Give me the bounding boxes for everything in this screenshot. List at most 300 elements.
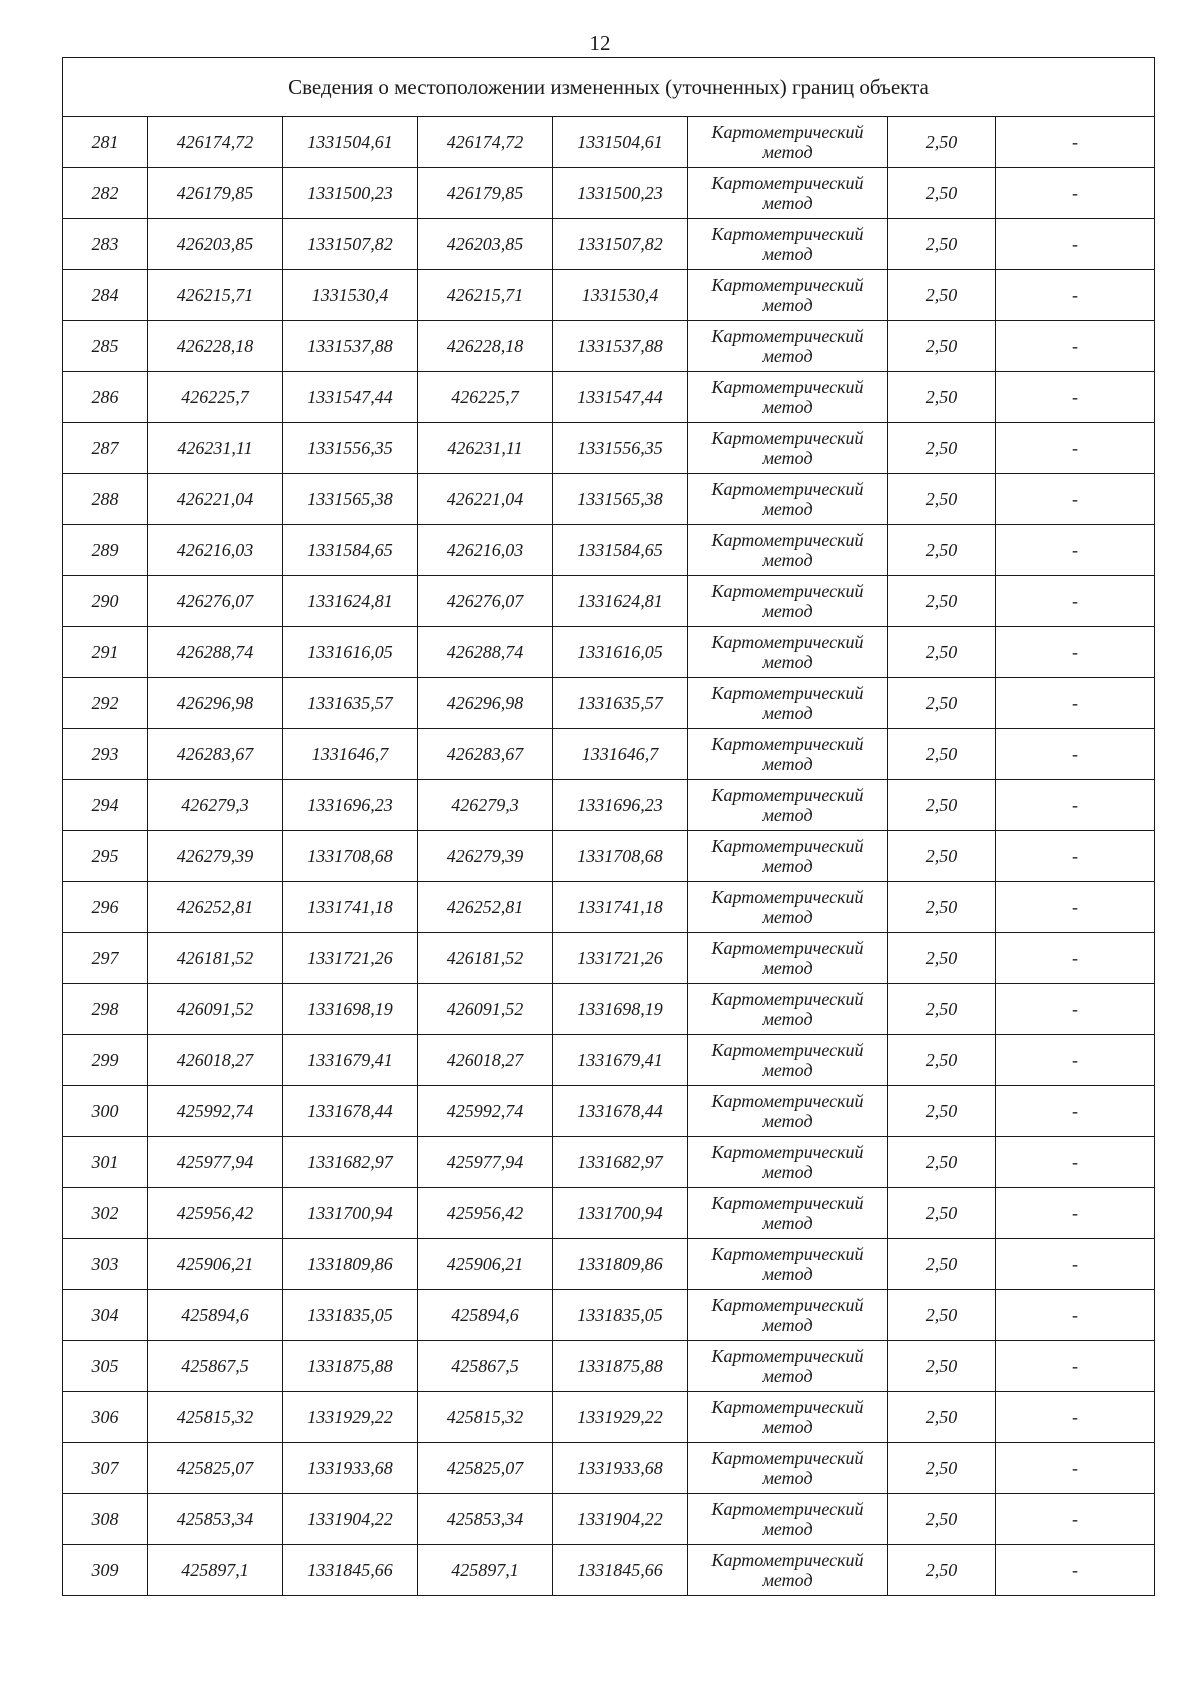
refined-y-cell: 1331696,23 (553, 780, 688, 831)
existing-y-cell: 1331565,38 (283, 474, 418, 525)
refined-x-cell: 426283,67 (418, 729, 553, 780)
accuracy-cell: 2,50 (888, 1086, 996, 1137)
method-line-1: Картометрический (711, 989, 864, 1009)
refined-x-cell: 426216,03 (418, 525, 553, 576)
accuracy-cell: 2,50 (888, 678, 996, 729)
method-line-2: метод (762, 805, 813, 825)
point-number-cell: 287 (63, 423, 148, 474)
refined-x-cell: 426091,52 (418, 984, 553, 1035)
method-line-1: Картометрический (711, 1244, 864, 1264)
note-cell: - (996, 1137, 1155, 1188)
existing-x-cell: 426228,18 (148, 321, 283, 372)
point-number-cell: 288 (63, 474, 148, 525)
table-row (63, 627, 1155, 678)
point-number-cell: 294 (63, 780, 148, 831)
existing-x-cell: 425825,07 (148, 1443, 283, 1494)
method-line-1: Картометрический (711, 1040, 864, 1060)
table-row (63, 1392, 1155, 1443)
note-cell: - (996, 525, 1155, 576)
existing-y-cell: 1331741,18 (283, 882, 418, 933)
point-number-cell: 285 (63, 321, 148, 372)
method-line-1: Картометрический (711, 1295, 864, 1315)
method-cell (688, 1086, 888, 1137)
point-number-cell: 308 (63, 1494, 148, 1545)
point-number-cell: 281 (63, 117, 148, 168)
table-row (63, 882, 1155, 933)
existing-x-cell: 426296,98 (148, 678, 283, 729)
method-cell (688, 1341, 888, 1392)
method-line-1: Картометрический (711, 581, 864, 601)
refined-y-cell: 1331679,41 (553, 1035, 688, 1086)
method-cell (688, 117, 888, 168)
refined-y-cell: 1331835,05 (553, 1290, 688, 1341)
method-line-1: Картометрический (711, 734, 864, 754)
note-cell: - (996, 780, 1155, 831)
existing-y-cell: 1331904,22 (283, 1494, 418, 1545)
existing-x-cell: 426221,04 (148, 474, 283, 525)
note-cell: - (996, 1086, 1155, 1137)
existing-y-cell: 1331698,19 (283, 984, 418, 1035)
table-row (63, 1443, 1155, 1494)
note-cell: - (996, 423, 1155, 474)
accuracy-cell: 2,50 (888, 423, 996, 474)
note-cell: - (996, 1188, 1155, 1239)
accuracy-cell: 2,50 (888, 882, 996, 933)
method-line-2: метод (762, 1417, 813, 1437)
accuracy-cell: 2,50 (888, 1290, 996, 1341)
method-cell (688, 576, 888, 627)
refined-x-cell: 425825,07 (418, 1443, 553, 1494)
method-cell (688, 1494, 888, 1545)
method-cell (688, 1035, 888, 1086)
point-number-cell: 283 (63, 219, 148, 270)
refined-y-cell: 1331875,88 (553, 1341, 688, 1392)
point-number-cell: 291 (63, 627, 148, 678)
refined-x-cell: 426252,81 (418, 882, 553, 933)
method-cell (688, 270, 888, 321)
point-number-cell: 306 (63, 1392, 148, 1443)
note-cell: - (996, 270, 1155, 321)
accuracy-cell: 2,50 (888, 270, 996, 321)
accuracy-cell: 2,50 (888, 1392, 996, 1443)
method-line-1: Картометрический (711, 1550, 864, 1570)
note-cell: - (996, 321, 1155, 372)
existing-y-cell: 1331875,88 (283, 1341, 418, 1392)
point-number-cell: 286 (63, 372, 148, 423)
method-line-2: метод (762, 448, 813, 468)
accuracy-cell: 2,50 (888, 1494, 996, 1545)
point-number-cell: 295 (63, 831, 148, 882)
refined-x-cell: 425815,32 (418, 1392, 553, 1443)
method-cell (688, 984, 888, 1035)
refined-x-cell: 426203,85 (418, 219, 553, 270)
table-row (63, 678, 1155, 729)
method-cell (688, 525, 888, 576)
refined-y-cell: 1331698,19 (553, 984, 688, 1035)
note-cell: - (996, 882, 1155, 933)
refined-y-cell: 1331809,86 (553, 1239, 688, 1290)
refined-x-cell: 426179,85 (418, 168, 553, 219)
refined-y-cell: 1331500,23 (553, 168, 688, 219)
accuracy-cell: 2,50 (888, 1137, 996, 1188)
method-line-2: метод (762, 295, 813, 315)
method-line-2: метод (762, 397, 813, 417)
accuracy-cell: 2,50 (888, 372, 996, 423)
table-row (63, 1239, 1155, 1290)
existing-x-cell: 426279,39 (148, 831, 283, 882)
method-line-1: Картометрический (711, 887, 864, 907)
method-cell (688, 1443, 888, 1494)
existing-x-cell: 426225,7 (148, 372, 283, 423)
method-cell (688, 831, 888, 882)
point-number-cell: 297 (63, 933, 148, 984)
table-row (63, 321, 1155, 372)
point-number-cell: 289 (63, 525, 148, 576)
refined-x-cell: 426221,04 (418, 474, 553, 525)
method-line-1: Картометрический (711, 938, 864, 958)
method-cell (688, 1188, 888, 1239)
existing-x-cell: 425894,6 (148, 1290, 283, 1341)
table-row (63, 270, 1155, 321)
existing-x-cell: 426216,03 (148, 525, 283, 576)
method-line-1: Картометрический (711, 224, 864, 244)
method-line-2: метод (762, 1468, 813, 1488)
existing-x-cell: 426276,07 (148, 576, 283, 627)
accuracy-cell: 2,50 (888, 168, 996, 219)
method-cell (688, 1545, 888, 1596)
method-line-2: метод (762, 193, 813, 213)
method-line-1: Картометрический (711, 1397, 864, 1417)
refined-x-cell: 426018,27 (418, 1035, 553, 1086)
table-row (63, 117, 1155, 168)
table-row (63, 1545, 1155, 1596)
existing-x-cell: 426018,27 (148, 1035, 283, 1086)
method-cell (688, 627, 888, 678)
method-cell (688, 1290, 888, 1341)
method-line-1: Картометрический (711, 1346, 864, 1366)
existing-x-cell: 425956,42 (148, 1188, 283, 1239)
existing-y-cell: 1331682,97 (283, 1137, 418, 1188)
method-cell (688, 321, 888, 372)
existing-y-cell: 1331556,35 (283, 423, 418, 474)
point-number-cell: 307 (63, 1443, 148, 1494)
existing-y-cell: 1331845,66 (283, 1545, 418, 1596)
table-row (63, 831, 1155, 882)
table-row (63, 168, 1155, 219)
refined-y-cell: 1331933,68 (553, 1443, 688, 1494)
method-cell (688, 168, 888, 219)
note-cell: - (996, 1239, 1155, 1290)
method-cell (688, 474, 888, 525)
existing-y-cell: 1331809,86 (283, 1239, 418, 1290)
table-row (63, 525, 1155, 576)
existing-y-cell: 1331507,82 (283, 219, 418, 270)
method-line-2: метод (762, 499, 813, 519)
table-row (63, 1494, 1155, 1545)
page-number: 12 (589, 31, 611, 55)
existing-x-cell: 426179,85 (148, 168, 283, 219)
method-cell (688, 1392, 888, 1443)
refined-x-cell: 426296,98 (418, 678, 553, 729)
table-row (63, 372, 1155, 423)
refined-x-cell: 425894,6 (418, 1290, 553, 1341)
method-cell (688, 933, 888, 984)
accuracy-cell: 2,50 (888, 1035, 996, 1086)
method-line-2: метод (762, 1264, 813, 1284)
existing-y-cell: 1331933,68 (283, 1443, 418, 1494)
accuracy-cell: 2,50 (888, 219, 996, 270)
existing-y-cell: 1331500,23 (283, 168, 418, 219)
existing-y-cell: 1331530,4 (283, 270, 418, 321)
method-cell (688, 1239, 888, 1290)
method-line-2: метод (762, 244, 813, 264)
method-line-2: метод (762, 1366, 813, 1386)
method-line-2: метод (762, 703, 813, 723)
existing-y-cell: 1331721,26 (283, 933, 418, 984)
note-cell: - (996, 678, 1155, 729)
method-cell (688, 678, 888, 729)
table-row (63, 219, 1155, 270)
existing-y-cell: 1331679,41 (283, 1035, 418, 1086)
refined-y-cell: 1331507,82 (553, 219, 688, 270)
existing-x-cell: 426283,67 (148, 729, 283, 780)
method-cell (688, 372, 888, 423)
note-cell: - (996, 372, 1155, 423)
refined-y-cell: 1331721,26 (553, 933, 688, 984)
method-line-1: Картометрический (711, 530, 864, 550)
point-number-cell: 305 (63, 1341, 148, 1392)
refined-x-cell: 425992,74 (418, 1086, 553, 1137)
existing-x-cell: 426279,3 (148, 780, 283, 831)
refined-y-cell: 1331547,44 (553, 372, 688, 423)
refined-y-cell: 1331700,94 (553, 1188, 688, 1239)
refined-x-cell: 426225,7 (418, 372, 553, 423)
refined-y-cell: 1331584,65 (553, 525, 688, 576)
note-cell: - (996, 1545, 1155, 1596)
note-cell: - (996, 1443, 1155, 1494)
accuracy-cell: 2,50 (888, 984, 996, 1035)
method-line-2: метод (762, 1162, 813, 1182)
method-line-1: Картометрический (711, 173, 864, 193)
refined-x-cell: 425853,34 (418, 1494, 553, 1545)
existing-y-cell: 1331646,7 (283, 729, 418, 780)
method-line-2: метод (762, 1213, 813, 1233)
refined-y-cell: 1331556,35 (553, 423, 688, 474)
note-cell: - (996, 576, 1155, 627)
point-number-cell: 309 (63, 1545, 148, 1596)
method-line-2: метод (762, 1570, 813, 1590)
point-number-cell: 300 (63, 1086, 148, 1137)
point-number-cell: 290 (63, 576, 148, 627)
existing-y-cell: 1331584,65 (283, 525, 418, 576)
existing-x-cell: 425906,21 (148, 1239, 283, 1290)
note-cell: - (996, 219, 1155, 270)
method-line-2: метод (762, 907, 813, 927)
accuracy-cell: 2,50 (888, 321, 996, 372)
note-cell: - (996, 117, 1155, 168)
method-line-2: метод (762, 1315, 813, 1335)
existing-x-cell: 425867,5 (148, 1341, 283, 1392)
accuracy-cell: 2,50 (888, 1545, 996, 1596)
table-row (63, 1188, 1155, 1239)
point-number-cell: 299 (63, 1035, 148, 1086)
existing-y-cell: 1331835,05 (283, 1290, 418, 1341)
refined-y-cell: 1331635,57 (553, 678, 688, 729)
refined-x-cell: 425977,94 (418, 1137, 553, 1188)
accuracy-cell: 2,50 (888, 1188, 996, 1239)
existing-y-cell: 1331624,81 (283, 576, 418, 627)
existing-x-cell: 425897,1 (148, 1545, 283, 1596)
method-line-1: Картометрический (711, 836, 864, 856)
point-number-cell: 293 (63, 729, 148, 780)
table-row (63, 423, 1155, 474)
existing-x-cell: 425992,74 (148, 1086, 283, 1137)
accuracy-cell: 2,50 (888, 576, 996, 627)
note-cell: - (996, 1290, 1155, 1341)
table-row (63, 1290, 1155, 1341)
method-line-1: Картометрический (711, 785, 864, 805)
method-line-2: метод (762, 856, 813, 876)
accuracy-cell: 2,50 (888, 831, 996, 882)
existing-y-cell: 1331929,22 (283, 1392, 418, 1443)
existing-y-cell: 1331696,23 (283, 780, 418, 831)
note-cell: - (996, 984, 1155, 1035)
refined-x-cell: 426231,11 (418, 423, 553, 474)
accuracy-cell: 2,50 (888, 933, 996, 984)
existing-x-cell: 426252,81 (148, 882, 283, 933)
existing-x-cell: 425853,34 (148, 1494, 283, 1545)
method-line-1: Картометрический (711, 275, 864, 295)
method-line-1: Картометрический (711, 1091, 864, 1111)
accuracy-cell: 2,50 (888, 729, 996, 780)
method-cell (688, 1137, 888, 1188)
refined-y-cell: 1331845,66 (553, 1545, 688, 1596)
refined-y-cell: 1331682,97 (553, 1137, 688, 1188)
existing-y-cell: 1331547,44 (283, 372, 418, 423)
refined-y-cell: 1331530,4 (553, 270, 688, 321)
point-number-cell: 296 (63, 882, 148, 933)
existing-x-cell: 425815,32 (148, 1392, 283, 1443)
boundary-coordinates-table (62, 57, 1155, 1596)
refined-x-cell: 425906,21 (418, 1239, 553, 1290)
note-cell: - (996, 729, 1155, 780)
method-line-2: метод (762, 601, 813, 621)
method-line-2: метод (762, 1009, 813, 1029)
table-row (63, 474, 1155, 525)
existing-y-cell: 1331708,68 (283, 831, 418, 882)
method-line-1: Картометрический (711, 377, 864, 397)
note-cell: - (996, 1494, 1155, 1545)
method-line-2: метод (762, 958, 813, 978)
refined-x-cell: 426279,3 (418, 780, 553, 831)
existing-y-cell: 1331635,57 (283, 678, 418, 729)
method-cell (688, 780, 888, 831)
refined-y-cell: 1331624,81 (553, 576, 688, 627)
method-line-1: Картометрический (711, 1142, 864, 1162)
refined-y-cell: 1331565,38 (553, 474, 688, 525)
method-cell (688, 882, 888, 933)
table-row (63, 1035, 1155, 1086)
refined-x-cell: 426228,18 (418, 321, 553, 372)
note-cell: - (996, 168, 1155, 219)
existing-x-cell: 426174,72 (148, 117, 283, 168)
table-row (63, 1137, 1155, 1188)
method-line-2: метод (762, 346, 813, 366)
point-number-cell: 304 (63, 1290, 148, 1341)
table-row (63, 780, 1155, 831)
method-cell (688, 219, 888, 270)
existing-x-cell: 426288,74 (148, 627, 283, 678)
table-row (63, 1341, 1155, 1392)
note-cell: - (996, 474, 1155, 525)
method-line-2: метод (762, 550, 813, 570)
existing-x-cell: 426091,52 (148, 984, 283, 1035)
note-cell: - (996, 1341, 1155, 1392)
point-number-cell: 302 (63, 1188, 148, 1239)
method-cell (688, 729, 888, 780)
accuracy-cell: 2,50 (888, 1443, 996, 1494)
note-cell: - (996, 1392, 1155, 1443)
refined-x-cell: 425867,5 (418, 1341, 553, 1392)
accuracy-cell: 2,50 (888, 525, 996, 576)
point-number-cell: 282 (63, 168, 148, 219)
method-line-1: Картометрический (711, 428, 864, 448)
existing-x-cell: 426215,71 (148, 270, 283, 321)
method-line-2: метод (762, 652, 813, 672)
refined-x-cell: 426288,74 (418, 627, 553, 678)
method-line-2: метод (762, 1060, 813, 1080)
method-line-1: Картометрический (711, 1448, 864, 1468)
note-cell: - (996, 627, 1155, 678)
method-line-2: метод (762, 1111, 813, 1131)
existing-x-cell: 425977,94 (148, 1137, 283, 1188)
existing-x-cell: 426231,11 (148, 423, 283, 474)
accuracy-cell: 2,50 (888, 117, 996, 168)
refined-x-cell: 426174,72 (418, 117, 553, 168)
note-cell: - (996, 1035, 1155, 1086)
table-row (63, 1086, 1155, 1137)
note-cell: - (996, 831, 1155, 882)
note-cell: - (996, 933, 1155, 984)
refined-y-cell: 1331646,7 (553, 729, 688, 780)
accuracy-cell: 2,50 (888, 474, 996, 525)
refined-x-cell: 426276,07 (418, 576, 553, 627)
existing-y-cell: 1331616,05 (283, 627, 418, 678)
method-line-1: Картометрический (711, 1499, 864, 1519)
refined-x-cell: 425897,1 (418, 1545, 553, 1596)
method-line-1: Картометрический (711, 1193, 864, 1213)
method-line-2: метод (762, 1519, 813, 1539)
method-line-1: Картометрический (711, 683, 864, 703)
existing-y-cell: 1331678,44 (283, 1086, 418, 1137)
accuracy-cell: 2,50 (888, 1341, 996, 1392)
refined-y-cell: 1331708,68 (553, 831, 688, 882)
method-cell (688, 423, 888, 474)
refined-y-cell: 1331616,05 (553, 627, 688, 678)
table-row (63, 576, 1155, 627)
existing-x-cell: 426181,52 (148, 933, 283, 984)
table-title: Сведения о местоположении измененных (уточненных) границ объекта (63, 58, 1155, 117)
refined-y-cell: 1331904,22 (553, 1494, 688, 1545)
method-line-1: Картометрический (711, 479, 864, 499)
refined-y-cell: 1331741,18 (553, 882, 688, 933)
method-line-1: Картометрический (711, 122, 864, 142)
method-line-2: метод (762, 142, 813, 162)
refined-y-cell: 1331537,88 (553, 321, 688, 372)
existing-x-cell: 426203,85 (148, 219, 283, 270)
existing-y-cell: 1331504,61 (283, 117, 418, 168)
refined-y-cell: 1331678,44 (553, 1086, 688, 1137)
